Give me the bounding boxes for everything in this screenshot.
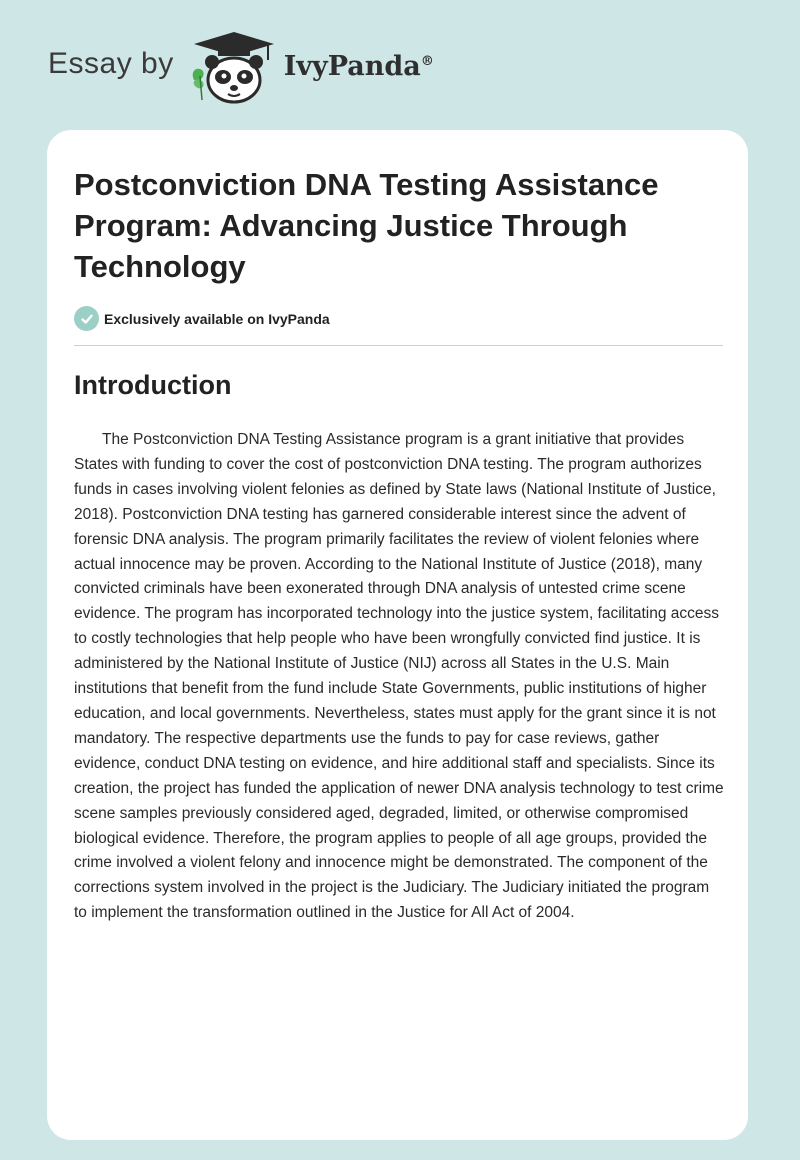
article-card — [47, 130, 748, 1140]
brand-name: IvyPanda® — [283, 50, 434, 82]
registered-mark: ® — [420, 53, 434, 69]
page-title: Postconviction DNA Testing Assistance Program: Advancing Justice Through Technology — [74, 167, 659, 284]
exclusive-badge — [74, 306, 330, 331]
divider — [74, 345, 723, 346]
brand-prefix: Essay by — [48, 47, 174, 80]
section-heading: Introduction — [74, 370, 232, 400]
check-icon — [74, 306, 99, 331]
introduction-paragraph: The Postconviction DNA Testing Assistance program is a grant initiative that provides States with funding to cover the cost of postconviction DNA testing. The program authorizes funds in cases involving violent felonies as defined by State laws (National Institute of Justice, 2018). Postconviction DNA testing has garnered considerable interest since the advent of forensic DNA analysis. The program primarily facilitates the review of violent felonies where actual innocence may be proven. According to the National Institute of Justice (2018), many convicted criminals have been exonerated through DNA analysis of untested crime scene evidence. The program has incorporated technology into the justice system, facilitating access to costly technologies that help people who have been wrongfully convicted find justice. It is administered by the National Institute of Justice (NIJ) across all States in the U.S. Main institutions that benefit from the fund include State Governments, public institutions of higher education, and local governments. Nevertheless, states must apply for the grant since it is not mandatory. The respective departments use the funds to pay for case reviews, gather evidence, conduct DNA testing on evidence, and hire additional staff and specialists. Since its creation, the project has funded the application of newer DNA analysis technology to test crime scene samples previously considered aged, degraded, limited, or otherwise compromised biological evidence. Therefore, the program applies to people of all age groups, provided the crime involved a violent felony and innocence might be demonstrated. The component of the corrections system involved in the project is the Judiciary. The Judiciary initiated the program to implement the transformation outlined in the Justice for All Act of 2004. — [74, 431, 724, 922]
brand-header[interactable] — [48, 30, 434, 110]
panda-graduate-icon — [188, 30, 280, 106]
exclusive-badge-label: Exclusively available on IvyPanda — [104, 310, 330, 327]
